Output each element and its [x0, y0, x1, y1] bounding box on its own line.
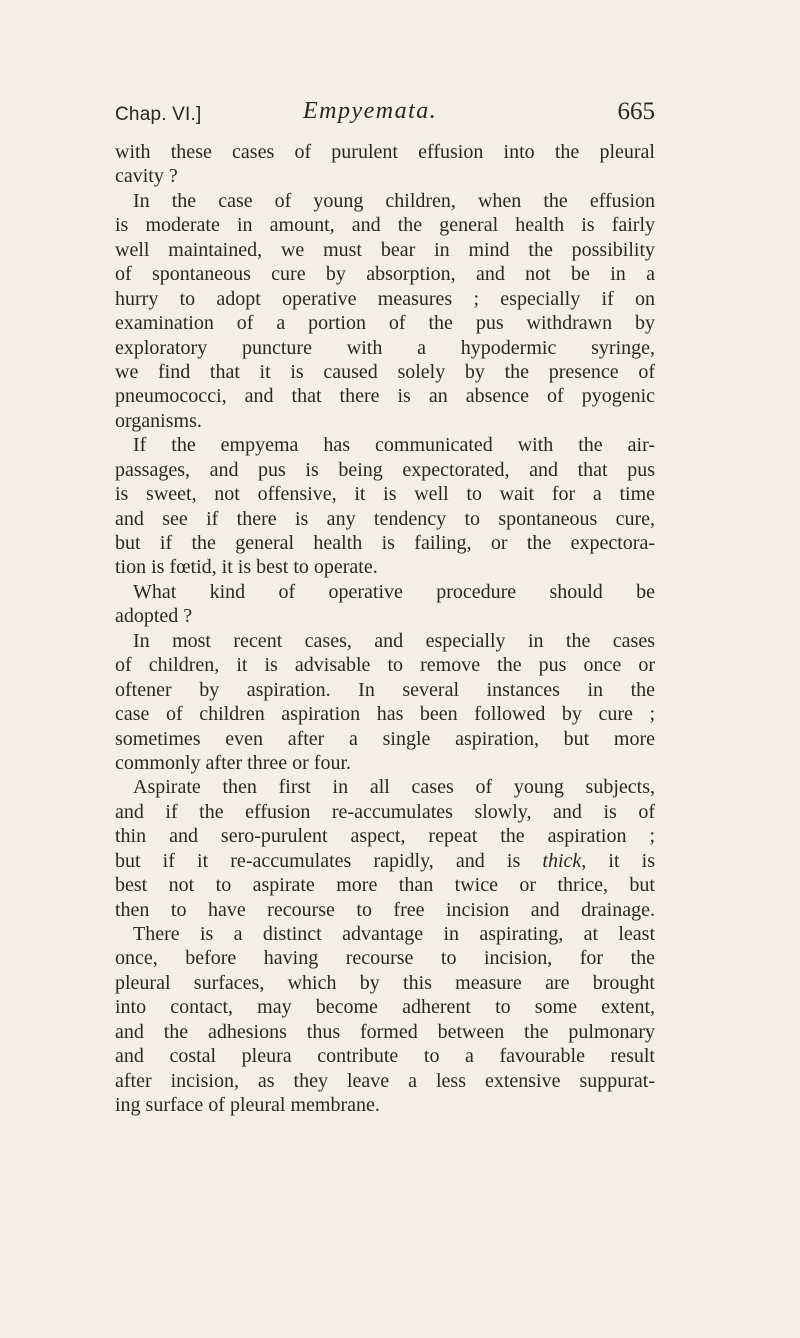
- text-line: organisms.: [115, 409, 202, 432]
- italic-word: thick: [542, 849, 582, 872]
- text-line: and see if there is any tendency to spontaneous cure,: [115, 507, 655, 530]
- text-line: Aspirate then first in all cases of young subjects,: [133, 776, 655, 799]
- page-number: 665: [617, 98, 655, 125]
- text-line: exploratory puncture with a hypodermic syringe,: [115, 336, 655, 359]
- text-line: and if the effusion re-accumulates slowly, and is of: [115, 800, 655, 823]
- text-line: best not to aspirate more than twice or thrice, but: [115, 874, 655, 897]
- text-line: passages, and pus is being expectorated, and that pus: [115, 458, 655, 481]
- text-line: In most recent cases, and especially in the cases: [133, 629, 655, 652]
- text-line: well maintained, we must bear in mind the possibility: [115, 238, 655, 261]
- text-line: of spontaneous cure by absorption, and not be in a: [115, 263, 655, 286]
- text-line: hurry to adopt operative measures ; especially if on: [115, 287, 655, 310]
- text-line: is moderate in amount, and the general health is fairly: [115, 214, 655, 237]
- text-line: pleural surfaces, which by this measure are brought: [115, 971, 655, 994]
- text-line: [115, 849, 655, 873]
- text-line: and the adhesions thus formed between the pulmonary: [115, 1020, 655, 1043]
- text-line: of children, it is advisable to remove the pus once or: [115, 654, 655, 677]
- text-segment: , it is: [581, 849, 655, 872]
- text-line: into contact, may become adherent to some extent,: [115, 996, 655, 1019]
- page-header: [115, 98, 655, 132]
- text-line: case of children aspiration has been followed by cure ;: [115, 703, 655, 726]
- text-line: In the case of young children, when the effusion: [133, 189, 655, 212]
- text-line: examination of a portion of the pus withdrawn by: [115, 312, 655, 335]
- text-line: cavity ?: [115, 165, 178, 188]
- text-line: and costal pleura contribute to a favourable result: [115, 1045, 655, 1068]
- text-line: sometimes even after a single aspiration, but more: [115, 727, 655, 750]
- text-segment: but if it re-accumulates rapidly, and is: [115, 849, 543, 872]
- text-line: pneumococci, and that there is an absence of pyogenic: [115, 385, 655, 408]
- text-line: thin and sero-purulent aspect, repeat the aspiration ;: [115, 825, 655, 848]
- body-text: [115, 140, 655, 1118]
- text-line: after incision, as they leave a less extensive suppurat-: [115, 1069, 655, 1092]
- text-line: is sweet, not offensive, it is well to wait for a time: [115, 483, 655, 506]
- chapter-label: Chap. VI.]: [115, 104, 202, 125]
- text-line: adopted ?: [115, 605, 193, 628]
- text-line: with these cases of purulent effusion into the pleural: [115, 141, 655, 163]
- text-line: There is a distinct advantage in aspirating, at least: [133, 923, 655, 945]
- text-line: If the empyema has communicated with the air-: [133, 434, 655, 457]
- text-line: oftener by aspiration. In several instances in the: [115, 678, 655, 701]
- text-line: we find that it is caused solely by the presence of: [115, 360, 655, 383]
- running-title: Empyemata.: [303, 98, 438, 124]
- text-line: but if the general health is failing, or the expectora-: [115, 532, 655, 554]
- text-line: What kind of operative procedure should be: [133, 580, 655, 603]
- text-line: ing surface of pleural membrane.: [115, 1094, 380, 1117]
- text-line: commonly after three or four.: [115, 751, 352, 774]
- text-line: once, before having recourse to incision, for the: [115, 947, 655, 970]
- text-line: tion is fœtid, it is best to operate.: [115, 556, 378, 579]
- text-line: then to have recourse to free incision and drainage.: [115, 898, 655, 921]
